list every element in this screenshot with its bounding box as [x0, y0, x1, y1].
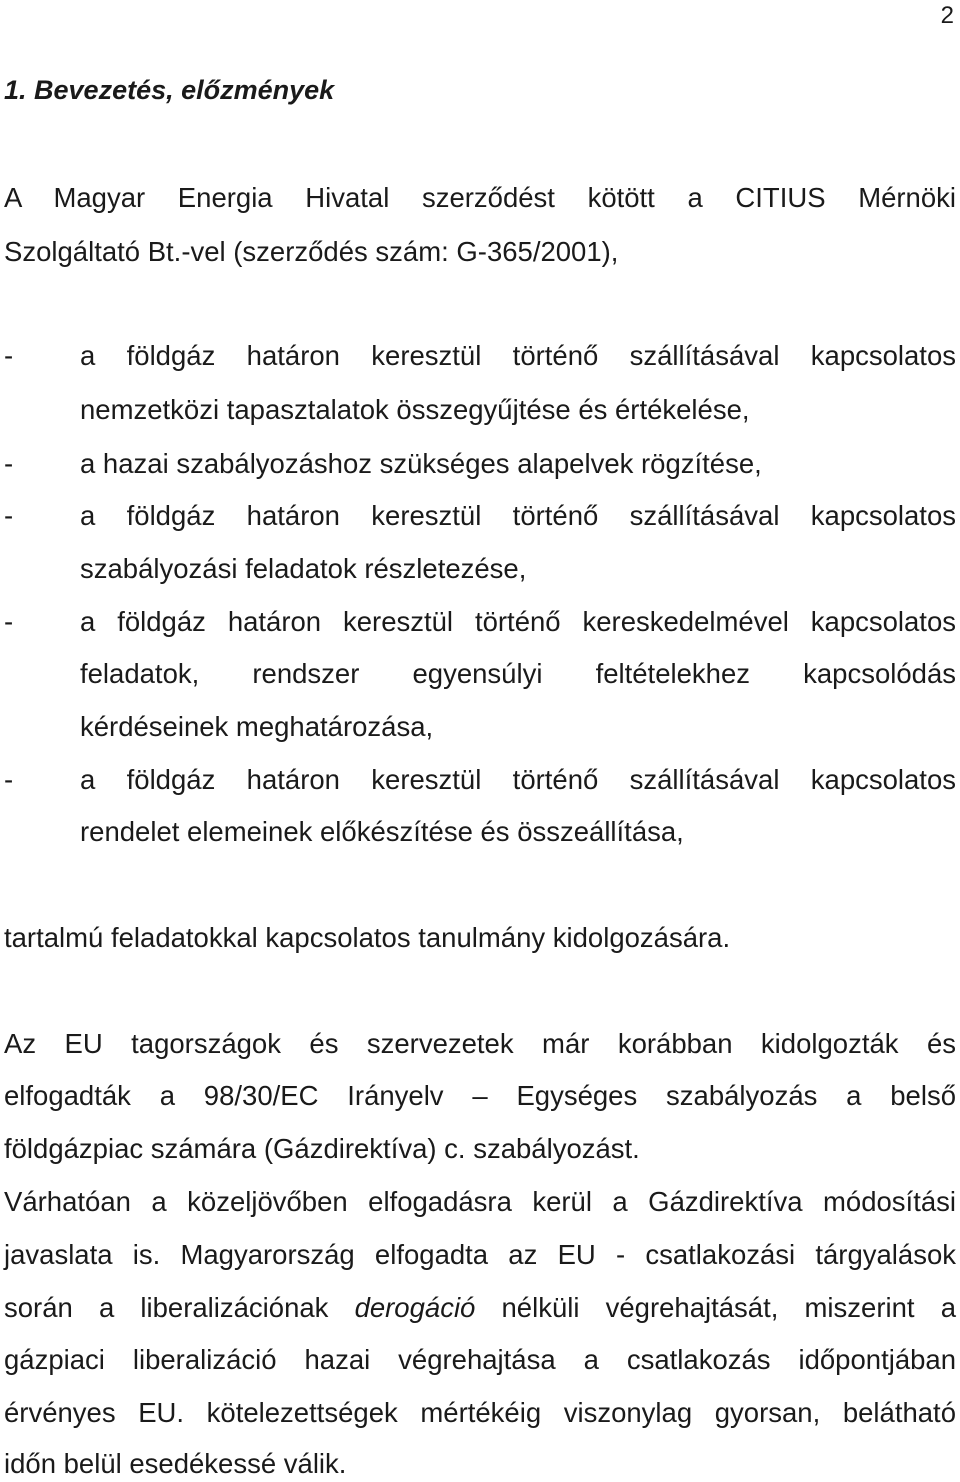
bullet-1-line-1: a földgáz határon keresztül történő szállításával kapcsolatos: [80, 340, 956, 371]
para3-line-4: gázpiaci liberalizáció hazai végrehajtása a csatlakozás időpontjában: [4, 1344, 956, 1375]
para3-line-1: Várhatóan a közeljövőben elfogadásra kerül a Gázdirektíva módosítási: [4, 1186, 956, 1217]
para3-line-2: javaslata is. Magyarország elfogadta az EU - csatlakozási tárgyalások: [4, 1239, 956, 1270]
para3-line-5: érvényes EU. kötelezettségek mértékéig viszonylag gyorsan, belátható: [4, 1397, 956, 1428]
bullet-2-line-1: a hazai szabályozáshoz szükséges alapelvek rögzítése,: [80, 448, 762, 479]
bullet-3-line-1: a földgáz határon keresztül történő szállításával kapcsolatos: [80, 500, 956, 531]
bullet-4-line-1: a földgáz határon keresztül történő kereskedelmével kapcsolatos: [80, 606, 956, 637]
page-number: 2: [940, 2, 954, 29]
bullet-5-line-1: a földgáz határon keresztül történő szállításával kapcsolatos: [80, 764, 956, 795]
bullet-marker: -: [4, 500, 14, 531]
bullet-marker: -: [4, 764, 14, 795]
section-heading: 1. Bevezetés, előzmények: [4, 75, 335, 105]
para2-line-1: Az EU tagországok és szervezetek már korábban kidolgozták és: [4, 1028, 956, 1059]
para3-line-3: [4, 1290, 956, 1326]
bullet-5-line-2: rendelet elemeinek előkészítése és összeállítása,: [80, 816, 684, 847]
intro-line-2: Szolgáltató Bt.-vel (szerződés szám: G-365/2001),: [4, 236, 619, 267]
para2-line-2: elfogadták a 98/30/EC Irányelv – Egységes szabályozás a belső: [4, 1080, 956, 1111]
para3-line-6: időn belül esedékessé válik.: [4, 1448, 347, 1479]
closing-line: tartalmú feladatokkal kapcsolatos tanulmány kidolgozására.: [4, 922, 731, 953]
emphasis-derogacio: derogáció: [354, 1292, 476, 1323]
bullet-4-line-2: feladatok, rendszer egyensúlyi feltételekhez kapcsolódás: [80, 658, 956, 689]
para3-line-3-start: során a liberalizációnak: [4, 1292, 329, 1323]
intro-line-1: A Magyar Energia Hivatal szerződést kötött a CITIUS Mérnöki: [4, 182, 956, 213]
bullet-marker: -: [4, 340, 14, 371]
bullet-1-line-2: nemzetközi tapasztalatok összegyűjtése és értékelése,: [80, 394, 750, 425]
bullet-4-line-3: kérdéseinek meghatározása,: [80, 711, 434, 742]
bullet-marker: -: [4, 606, 14, 637]
para2-line-3: földgázpiac számára (Gázdirektíva) c. szabályozást.: [4, 1133, 640, 1164]
para3-line-3-end: nélküli végrehajtását, miszerint a: [501, 1292, 956, 1323]
bullet-3-line-2: szabályozási feladatok részletezése,: [80, 553, 527, 584]
bullet-marker: -: [4, 448, 14, 479]
